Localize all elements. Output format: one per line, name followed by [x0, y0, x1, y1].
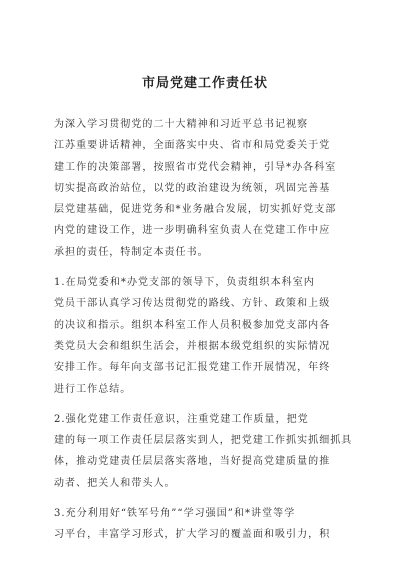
text-line: 1.在局党委和*办党支部的领导下，负责组织本科室内 — [54, 277, 315, 289]
paragraph-gap — [54, 494, 360, 503]
text-line: 承担的责任，特制定本责任书。 — [54, 246, 209, 258]
paragraph-item-3 — [54, 503, 360, 546]
text-line: 内党的建设工作，进一步明确科室负责人在党建工作中应 — [54, 225, 331, 237]
text-line: 2.强化党建工作责任意识，注重党建工作质量，把党 — [54, 413, 309, 425]
paragraph-item-2 — [54, 409, 360, 494]
text-line: 类党员大会和组织生活会，并根据本级党组织的实际情况 — [54, 340, 331, 352]
paragraph-gap — [54, 400, 360, 409]
text-line: 习平台，丰富学习形式，扩大学习的覆盖面和吸引力，积 — [54, 529, 331, 541]
text-line: 切实提高政治站位，以党的政治建设为统领，巩固完善基 — [54, 182, 331, 194]
text-line: 体，推动党建责任层层落实落地，当好提高党建质量的推 — [54, 456, 331, 468]
paragraph-gap — [54, 263, 360, 272]
document-title: 市局党建工作责任状 — [141, 76, 268, 91]
text-line: 为深入学习贯彻党的二十大精神和习近平总书记视察 — [54, 119, 309, 130]
text-line: 江苏重要讲话精神，全面落实中央、省市和局党委关于党 — [54, 140, 331, 152]
text-line: 安排工作。每年向支部书记汇报党建工作开展情况，年终 — [54, 362, 331, 374]
text-line: 层党建基础，促进党务和*业务融合发展，切实抓好党支部 — [54, 204, 337, 216]
text-line: 3.充分利用好“铁军号角”“学习强国”和*讲堂等学 — [54, 508, 296, 520]
paragraph-intro — [54, 114, 360, 263]
text-line: 党员干部认真学习传达贯彻党的路线、方针、政策和上级 — [54, 298, 331, 310]
text-line: 的决议和指示。组织本科室工作人员积极参加党支部内各 — [54, 319, 331, 331]
text-line: 进行工作总结。 — [54, 383, 132, 395]
text-line: 动者、把关人和带头人。 — [54, 477, 176, 489]
text-line: 建的每一项工作责任层层落实到人，把党建工作抓实抓细抓具 — [54, 435, 353, 447]
text-line: 建工作的决策部署，按照省市党代会精神，引导*办各科室 — [54, 161, 337, 173]
document-body — [54, 114, 360, 546]
paragraph-item-1 — [54, 272, 360, 400]
